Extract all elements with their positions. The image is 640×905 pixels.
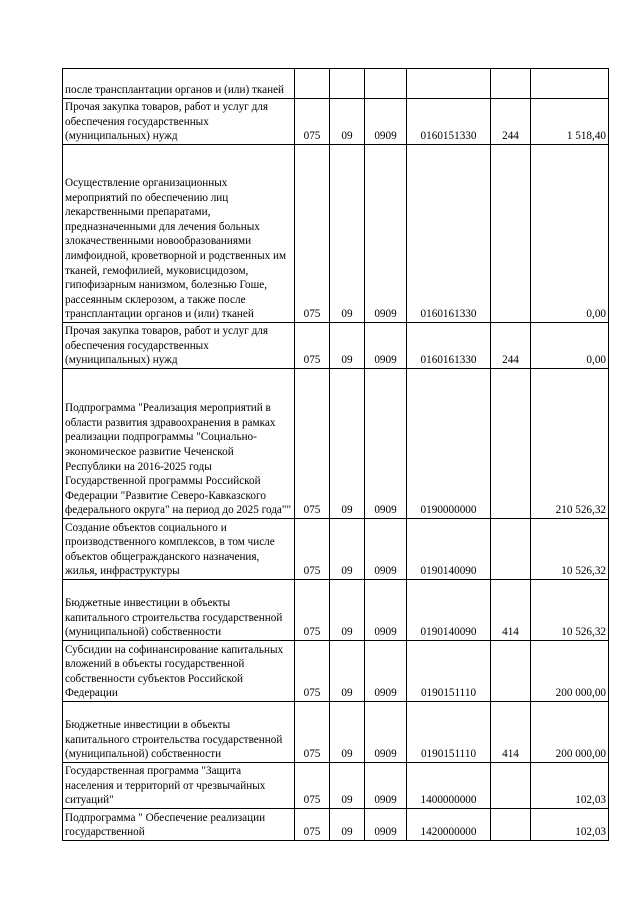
- amount: [531, 69, 609, 99]
- row-name: [63, 580, 295, 641]
- row-name-text: Прочая закупка товаров, работ и услуг для обеспечения государственных (муниципальных) нужд: [65, 101, 268, 143]
- subsection-code: 0909: [365, 323, 407, 369]
- expense-type-code: 414: [491, 580, 531, 641]
- row-name-text: Прочая закупка товаров, работ и услуг для обеспечения государственных (муниципальных) нужд: [65, 325, 268, 367]
- section-code: 09: [330, 99, 365, 145]
- target-code: [407, 69, 491, 99]
- table-row: [63, 763, 609, 809]
- expense-type-code: [491, 763, 531, 809]
- row-name-text: после трансплантации органов и (или) тканей: [65, 84, 285, 97]
- table-row: [63, 519, 609, 580]
- row-name: [63, 641, 295, 702]
- amount: 200 000,00: [531, 702, 609, 763]
- table-row: [63, 641, 609, 702]
- expense-type-code: [491, 641, 531, 702]
- section-code: 09: [330, 145, 365, 323]
- expense-type-code: [491, 809, 531, 841]
- row-name: [63, 145, 295, 323]
- table-row: [63, 323, 609, 369]
- section-code: 09: [330, 519, 365, 580]
- subsection-code: 0909: [365, 641, 407, 702]
- row-name-text: Государственная программа "Защита населения и территорий от чрезвычайных ситуаций": [65, 765, 266, 807]
- amount: 0,00: [531, 323, 609, 369]
- ministry-code: 075: [295, 99, 330, 145]
- target-code: 1420000000: [407, 809, 491, 841]
- table-row: [63, 69, 609, 99]
- expense-type-code: [491, 369, 531, 519]
- section-code: 09: [330, 763, 365, 809]
- section-code: 09: [330, 369, 365, 519]
- ministry-code: 075: [295, 641, 330, 702]
- subsection-code: 0909: [365, 369, 407, 519]
- amount: 102,03: [531, 809, 609, 841]
- subsection-code: 0909: [365, 519, 407, 580]
- ministry-code: 075: [295, 145, 330, 323]
- row-name: [63, 809, 295, 841]
- section-code: 09: [330, 809, 365, 841]
- row-name-text: Подпрограмма "Реализация мероприятий в области развития здравоохранения в рамках реализации подпрограммы "Социально-экономическое развитие Чеченской Республики на 2016-2025 годы Государственной программы Российской Федерации "Развитие Северо-Кавказского федерального округа" на период до 2025 года"": [65, 402, 292, 517]
- row-name-text: Осуществление организационных мероприятий по обеспечению лиц лекарственными препаратами, предназначенными для лечения больных злокачественными новообразованиями лимфоидной, кроветворной и родственных им тканей, гемофилией, муковисцидозом, гипофизарным нанизмом, болезнью Гоше, рассеянным склерозом, а также после трансплантации органов и (или) тканей: [65, 177, 287, 321]
- target-code: 0190140090: [407, 519, 491, 580]
- expense-type-code: 244: [491, 99, 531, 145]
- amount: 1 518,40: [531, 99, 609, 145]
- target-code: 0190140090: [407, 580, 491, 641]
- subsection-code: 0909: [365, 99, 407, 145]
- target-code: 1400000000: [407, 763, 491, 809]
- amount: 210 526,32: [531, 369, 609, 519]
- target-code: 0190151110: [407, 641, 491, 702]
- row-name: [63, 519, 295, 580]
- ministry-code: [295, 69, 330, 99]
- ministry-code: 075: [295, 519, 330, 580]
- row-name-text: Бюджетные инвестиции в объекты капитального строительства государственной (муниципальной) собственности: [65, 719, 283, 761]
- amount: 0,00: [531, 145, 609, 323]
- section-code: [330, 69, 365, 99]
- expense-type-code: [491, 519, 531, 580]
- ministry-code: 075: [295, 763, 330, 809]
- expense-type-code: [491, 145, 531, 323]
- amount: 200 000,00: [531, 641, 609, 702]
- row-name: [63, 702, 295, 763]
- row-name-text: Бюджетные инвестиции в объекты капитального строительства государственной (муниципальной) собственности: [65, 597, 283, 639]
- subsection-code: [365, 69, 407, 99]
- amount: 10 526,32: [531, 519, 609, 580]
- amount: 102,03: [531, 763, 609, 809]
- budget-table: [62, 68, 609, 841]
- subsection-code: 0909: [365, 809, 407, 841]
- ministry-code: 075: [295, 702, 330, 763]
- row-name: [63, 69, 295, 99]
- table-row: [63, 580, 609, 641]
- section-code: 09: [330, 641, 365, 702]
- ministry-code: 075: [295, 809, 330, 841]
- row-name: [63, 369, 295, 519]
- row-name: [63, 763, 295, 809]
- section-code: 09: [330, 323, 365, 369]
- target-code: 0160161330: [407, 323, 491, 369]
- section-code: 09: [330, 580, 365, 641]
- row-name: [63, 99, 295, 145]
- subsection-code: 0909: [365, 145, 407, 323]
- amount: 10 526,32: [531, 580, 609, 641]
- table-row: [63, 99, 609, 145]
- expense-type-code: 414: [491, 702, 531, 763]
- ministry-code: 075: [295, 580, 330, 641]
- subsection-code: 0909: [365, 702, 407, 763]
- table-row: [63, 145, 609, 323]
- expense-type-code: 244: [491, 323, 531, 369]
- expense-type-code: [491, 69, 531, 99]
- subsection-code: 0909: [365, 580, 407, 641]
- target-code: 0190151110: [407, 702, 491, 763]
- table-body: [63, 69, 609, 841]
- target-code: 0160161330: [407, 145, 491, 323]
- ministry-code: 075: [295, 323, 330, 369]
- row-name-text: Подпрограмма " Обеспечение реализации государственной: [65, 811, 266, 839]
- table-row: [63, 809, 609, 841]
- subsection-code: 0909: [365, 763, 407, 809]
- row-name-text: Создание объектов социального и производственного комплексов, в том числе объектов общегражданского назначения, жилья, инфраструктуры: [65, 521, 275, 578]
- table-row: [63, 702, 609, 763]
- target-code: 0160151330: [407, 99, 491, 145]
- ministry-code: 075: [295, 369, 330, 519]
- table-row: [63, 369, 609, 519]
- target-code: 0190000000: [407, 369, 491, 519]
- section-code: 09: [330, 702, 365, 763]
- row-name-text: Субсидии на софинансирование капитальных вложений в объекты государственной собственности субъектов Российской Федерации: [65, 643, 284, 700]
- row-name: [63, 323, 295, 369]
